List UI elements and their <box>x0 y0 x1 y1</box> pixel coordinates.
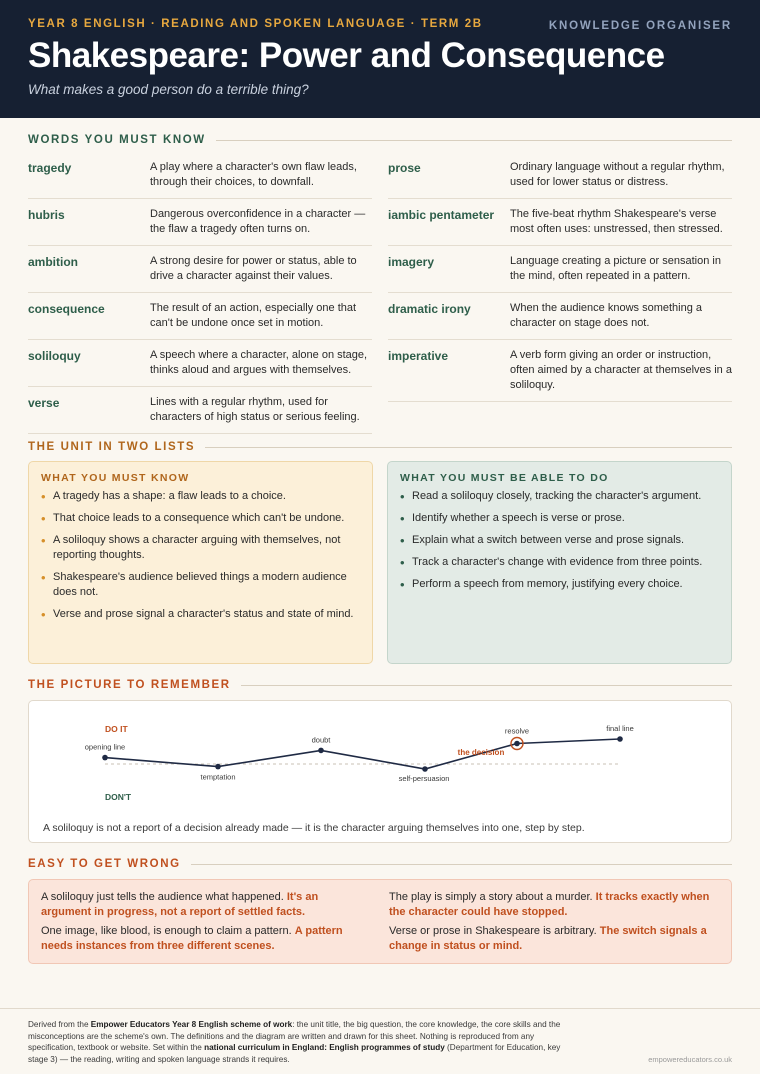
know-item: • That choice leads to a consequence which can't be undone. <box>41 511 360 526</box>
vocab-row <box>28 293 372 340</box>
misconception <box>389 890 719 920</box>
do-list <box>400 489 719 592</box>
footer <box>0 1008 760 1074</box>
vocab-definition: A strong desire for power or status, able to drive a character against their values. <box>150 255 357 282</box>
do-item: • Identify whether a speech is verse or prose. <box>400 511 719 526</box>
vocab-right <box>388 152 732 402</box>
point-marker <box>102 755 108 761</box>
misconception-text: Verse or prose in Shakespeare is arbitrary. <box>389 925 597 937</box>
do-item: • Read a soliloquy closely, tracking the character's argument. <box>400 489 719 504</box>
misconception-text: A soliloquy just tells the audience what happened. <box>41 891 284 903</box>
vocab-term: verse <box>28 396 60 410</box>
footer-site: empowereducators.co.uk <box>648 1055 732 1064</box>
know-item: • A soliloquy shows a character arguing with themselves, not reporting thoughts. <box>41 533 360 563</box>
organiser-label: KNOWLEDGE ORGANISER <box>548 20 732 32</box>
misconception-fix: It's an argument in progress, not a report of settled facts. <box>41 891 319 918</box>
section-title: WORDS YOU MUST KNOW <box>28 134 206 146</box>
misconception-fix: A pattern needs instances from three different scenes. <box>41 925 343 952</box>
point-label: opening line <box>84 742 126 752</box>
section-title: THE PICTURE TO REMEMBER <box>28 679 231 691</box>
do-title: WHAT YOU MUST BE ABLE TO DO <box>400 472 609 484</box>
big-question: What makes a good person do a terrible thing? <box>28 82 309 97</box>
vocab-definition: Language creating a picture or sensation in the mind, often repeated in a pattern. <box>510 255 721 282</box>
know-title: WHAT YOU MUST KNOW <box>41 472 190 484</box>
point-marker <box>514 741 520 747</box>
misconception <box>389 924 719 954</box>
point-marker <box>318 748 324 754</box>
vocab-row <box>28 246 372 293</box>
vocab-definition: A play where a character's own flaw leads, through their choices, to downfall. <box>150 161 357 188</box>
know-item: • Shakespeare's audience believed things a modern audience does not. <box>41 570 360 600</box>
section-words <box>28 134 732 146</box>
footer-text: Derived from the Empower Educators Year 8 English scheme of work: the unit title, the big question, the core knowledge, the core skills and the misconceptions are the scheme's own. The definitions and the diagram are written and drawn for this sheet. Nothing is reproduced from any specification, textbook or website. Set within the national curriculum in England: English programmes of study (Department for Education, key stage 3) — the reading, writing and spoken language strands it requires. <box>28 1020 561 1064</box>
vocab-term: ambition <box>28 255 78 269</box>
vocab-definition: Ordinary language without a regular rhythm, used for lower status or distress. <box>510 161 725 188</box>
section-lists <box>28 441 732 453</box>
vocab-row <box>388 152 732 199</box>
point-label: temptation <box>200 772 236 782</box>
vocab-definition: When the audience knows something a character on stage does not. <box>510 302 703 329</box>
decision-label: the decision <box>457 748 505 757</box>
misconception-fix: It tracks exactly when the character could have stopped. <box>389 891 710 918</box>
vocab-row <box>28 199 372 246</box>
picture-caption: A soliloquy is not a report of a decision already made — it is the character arguing themselves into one, step by step. <box>43 822 585 834</box>
point-marker <box>422 766 428 772</box>
kicker: YEAR 8 ENGLISH · READING AND SPOKEN LANGUAGE · TERM 2B <box>28 18 483 30</box>
misconception-fix: The switch signals a change in status or mind. <box>389 925 707 952</box>
point-marker <box>215 764 221 770</box>
vocab-row <box>388 246 732 293</box>
header <box>0 0 760 118</box>
vocab-row <box>388 293 732 340</box>
vocab-row <box>28 387 372 434</box>
vocab-definition: A verb form giving an order or instruction, often aimed by a character at themselves in a soliloquy. <box>510 349 732 391</box>
vocab-definition: Lines with a regular rhythm, used for characters of high status or serious feeling. <box>150 396 360 423</box>
vocab-left <box>28 152 372 434</box>
misconceptions-panel <box>28 879 732 964</box>
dont-label: DON'T <box>105 792 132 802</box>
know-list <box>41 489 360 622</box>
vocab-row <box>28 152 372 199</box>
section-title: EASY TO GET WRONG <box>28 858 181 870</box>
point-label: doubt <box>311 735 331 745</box>
picture-panel <box>28 700 732 843</box>
do-item: • Explain what a switch between verse and prose signals. <box>400 533 719 548</box>
misconception <box>41 924 371 954</box>
vocab-term: soliloquy <box>28 349 81 363</box>
vocab-term: dramatic irony <box>388 302 471 316</box>
vocab-term: imperative <box>388 349 449 363</box>
know-item: • A tragedy has a shape: a flaw leads to a choice. <box>41 489 360 504</box>
do-item: • Perform a speech from memory, justifying every choice. <box>400 577 719 592</box>
misconception-text: One image, like blood, is enough to claim a pattern. <box>41 925 292 937</box>
misconception <box>41 890 371 920</box>
vocab-term: prose <box>388 161 421 175</box>
vocab-definition: Dangerous overconfidence in a character — the flaw a tragedy often turns on. <box>150 208 366 235</box>
vocab-definition: The five-beat rhythm Shakespeare's verse most often uses: unstressed, then stressed. <box>510 208 723 235</box>
vocab-term: iambic pentameter <box>388 208 495 222</box>
page-title: Shakespeare: Power and Consequence <box>28 36 665 75</box>
vocab-row <box>388 199 732 246</box>
section-picture <box>28 679 732 691</box>
point-marker <box>617 736 623 742</box>
vocab-term: hubris <box>28 208 65 222</box>
misconception-text: The play is simply a story about a murder. <box>389 891 593 903</box>
do-item: • Track a character's change with evidence from three points. <box>400 555 719 570</box>
do-it-label: DO IT <box>105 724 128 734</box>
section-wrong <box>28 858 732 870</box>
argument-line <box>105 739 620 769</box>
know-item: • Verse and prose signal a character's status and state of mind. <box>41 607 360 622</box>
vocab-definition: A speech where a character, alone on stage, thinks aloud and argues with themselves. <box>150 349 368 376</box>
vocab-row <box>28 340 372 387</box>
point-label: self-persuasion <box>398 774 450 783</box>
section-title: THE UNIT IN TWO LISTS <box>28 441 196 453</box>
point-label: final line <box>606 724 634 733</box>
vocab-term: consequence <box>28 302 105 316</box>
vocab-term: tragedy <box>28 161 72 175</box>
vocab-term: imagery <box>388 255 435 269</box>
know-card <box>28 461 373 664</box>
vocab-row <box>388 340 732 402</box>
point-label: resolve <box>504 726 530 736</box>
vocab-definition: The result of an action, especially one that can't be undone once set in motion. <box>150 302 357 329</box>
do-card <box>387 461 732 664</box>
